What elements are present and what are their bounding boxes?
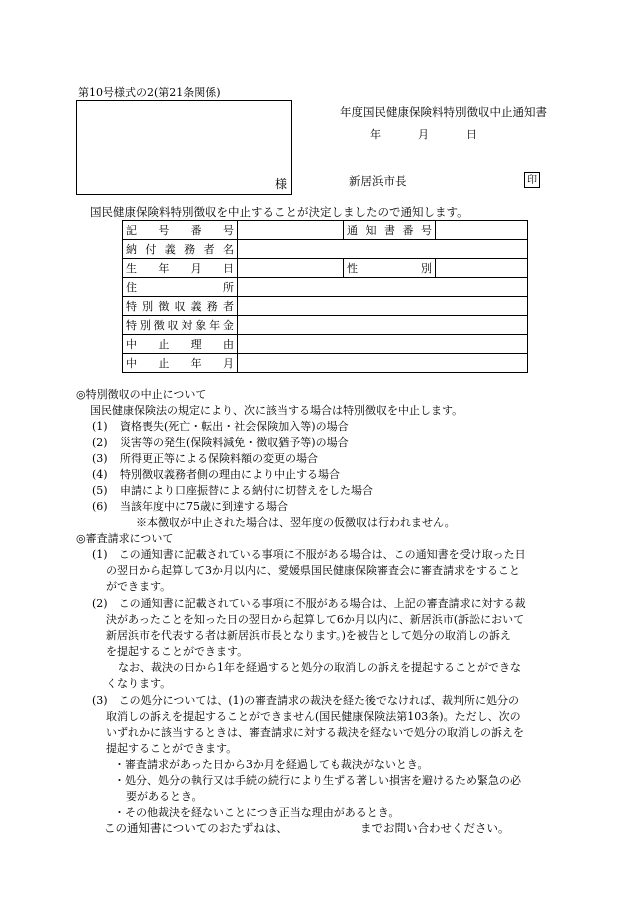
intro-text: 国民健康保険料特別徴収を中止することが決定しましたので通知します。 bbox=[90, 205, 469, 219]
list-item: 申請により口座振替による納付に切替えをした場合 bbox=[120, 484, 373, 497]
row-label: 特 別 徴 収 義 務 者 bbox=[126, 300, 234, 313]
body-text-line: ・その他裁決を経ないことにつき正当な理由があるとき。 bbox=[114, 806, 400, 819]
table-row bbox=[123, 297, 528, 316]
list-item: 所得更正等による保険料額の変更の場合 bbox=[120, 452, 318, 465]
body-text-line: 要があるとき。 bbox=[126, 790, 203, 803]
value-cell bbox=[238, 354, 528, 373]
body-text-line: (2) この通知書に記載されている事項に不服がある場合は、上記の審査請求に対する裁 bbox=[92, 597, 526, 610]
table-row bbox=[123, 221, 528, 240]
body-text-line: の翌日から起算して3か月以内に、愛媛県国民健康保険審査会に審査請求をすること bbox=[106, 564, 520, 577]
list-item: 当該年度中に75歳に到達する場合 bbox=[120, 500, 288, 513]
body-text-line: (1) この通知書に記載されている事項に不服がある場合は、この通知書を受け取った日 bbox=[92, 548, 526, 561]
footer-inquiry-right: までお問い合わせください。 bbox=[360, 821, 510, 835]
body-text-line: (3) この処分については、(1)の審査請求の裁決を経た後でなければ、裁判所に処分の bbox=[92, 694, 519, 707]
value-cell bbox=[436, 221, 528, 240]
row-label: 住 所 bbox=[126, 281, 234, 294]
value-cell bbox=[238, 278, 528, 297]
body-text-line: 提起することができます。 bbox=[106, 742, 238, 755]
value-cell bbox=[238, 297, 528, 316]
body-text-line: ・処分、処分の執行又は手続の続行により生ずる著しい損害を避けるため緊急の必 bbox=[114, 774, 521, 787]
row-label: 中 止 理 由 bbox=[126, 338, 234, 351]
row-label-2: 性 別 bbox=[347, 262, 432, 275]
row-label-2: 通 知 書 番 号 bbox=[347, 224, 432, 237]
table-row bbox=[123, 240, 528, 259]
table-row bbox=[123, 259, 528, 278]
list-item-number: (5) bbox=[92, 484, 108, 497]
body-text-line: を提起することができます。 bbox=[106, 645, 249, 658]
body-text-line: くなります。 bbox=[106, 677, 172, 690]
value-cell bbox=[238, 316, 528, 335]
form-number: 第10号様式の2(第21条関係) bbox=[78, 86, 221, 99]
table-row bbox=[123, 354, 528, 373]
value-cell bbox=[238, 240, 528, 259]
list-item: 特別徴収義務者側の理由により中止する場合 bbox=[120, 468, 340, 481]
body-text-line: 決があったことを知った日の翌日から起算して6か月以内に、新居浜市(訴訟において bbox=[106, 613, 525, 626]
issuer-name: 新居浜市長 bbox=[349, 174, 407, 188]
body-text-line: ・審査請求があった日から3か月を経過しても裁決がないとき。 bbox=[114, 758, 429, 771]
seal-icon: 印 bbox=[524, 172, 540, 188]
body-text-line: 新居浜市を代表する者は新居浜市長となります。)を被告として処分の取消しの訴え bbox=[106, 629, 511, 642]
row-label: 記 号 番 号 bbox=[126, 224, 234, 237]
list-item: 災害等の発生(保険料減免・徴収猶予等)の場合 bbox=[120, 436, 349, 449]
date-month: 月 bbox=[418, 128, 429, 141]
body-text-line: なお、裁決の日から1年を経過すると処分の取消しの訴えを提起することができな bbox=[118, 661, 521, 674]
recipient-address-box bbox=[76, 100, 292, 195]
table-row bbox=[123, 335, 528, 354]
list-item-number: (3) bbox=[92, 452, 108, 465]
table-row bbox=[123, 316, 528, 335]
recipient-honorific: 様 bbox=[274, 177, 287, 191]
list-item-number: (2) bbox=[92, 436, 108, 449]
list-item-number: (1) bbox=[92, 420, 108, 433]
row-label: 特 別 徴 収 対 象 年 金 bbox=[126, 319, 234, 332]
section2-heading: ◎審査請求について bbox=[76, 532, 174, 545]
body-text-line: 取消しの訴えを提起することができません(国民健康保険法第103条)。ただし、次の bbox=[106, 710, 521, 723]
section1-note: ※本徴収が中止された場合は、翌年度の仮徴収は行われません。 bbox=[136, 516, 456, 529]
value-cell bbox=[238, 259, 344, 278]
table-row bbox=[123, 278, 528, 297]
body-text-line: ができます。 bbox=[106, 580, 172, 593]
document-title: 年度国民健康保険料特別徴収中止通知書 bbox=[340, 105, 547, 119]
date-year: 年 bbox=[370, 128, 381, 141]
row-label: 納 付 義 務 者 名 bbox=[126, 243, 234, 256]
row-label: 生 年 月 日 bbox=[126, 262, 234, 275]
row-label: 中 止 年 月 bbox=[126, 357, 234, 370]
footer-inquiry-left: この通知書についてのおたずねは、 bbox=[104, 821, 288, 835]
list-item-number: (6) bbox=[92, 500, 108, 513]
value-cell bbox=[238, 335, 528, 354]
list-item: 資格喪失(死亡・転出・社会保険加入等)の場合 bbox=[120, 420, 349, 433]
value-cell bbox=[238, 221, 344, 240]
list-item-number: (4) bbox=[92, 468, 108, 481]
value-cell bbox=[436, 259, 528, 278]
section1-heading: ◎特別徴収の中止について bbox=[76, 388, 207, 401]
section1-lead: 国民健康保険法の規定により、次に該当する場合は特別徴収を中止します。 bbox=[90, 404, 464, 417]
date-day: 日 bbox=[466, 128, 477, 141]
body-text-line: いずれかに該当するときは、審査請求に対する裁決を経ないで処分の取消しの訴えを bbox=[106, 726, 524, 739]
info-table bbox=[122, 220, 528, 373]
